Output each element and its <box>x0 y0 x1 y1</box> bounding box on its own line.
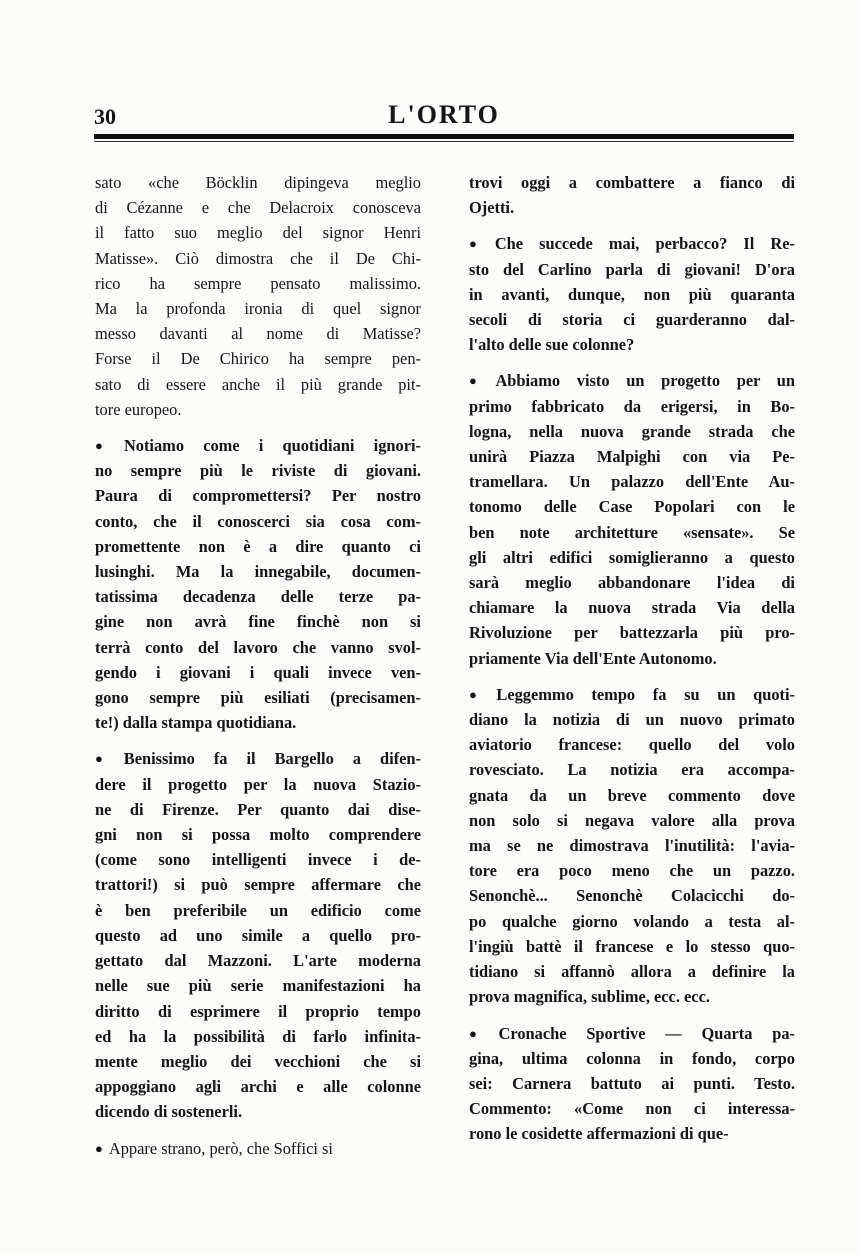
paragraph <box>469 368 795 670</box>
text-line: aviatorio francese: quello del volo <box>469 735 795 755</box>
text-line: sato di essere anche il più grande pit- <box>95 374 421 394</box>
text-line: unirà Piazza Malpighi con via Pe- <box>469 447 795 467</box>
paragraph <box>469 231 795 357</box>
text-line: po qualche giorno volando a testa al- <box>469 911 795 931</box>
text-line: ne di Firenze. Per quanto dai dise- <box>95 799 421 819</box>
text-line: è ben preferibile un edificio come <box>95 900 421 920</box>
bullet-icon: ● <box>95 438 118 454</box>
text-line: sei: Carnera battuto ai punti. Testo. <box>469 1073 795 1093</box>
text-line: l'alto delle sue colonne? <box>469 335 635 355</box>
text-line: di Cézanne e che Delacroix conosceva <box>95 198 421 218</box>
text-line: ● Abbiamo visto un progetto per un <box>469 371 795 391</box>
paragraph <box>469 682 795 1010</box>
text-line: nelle sue più serie manifestazioni ha <box>95 976 421 996</box>
paragraph <box>95 1136 421 1161</box>
text-line: lusinghi. Ma la innegabile, documen- <box>95 562 421 582</box>
text-line: ed ha la possibilità di farlo infinita- <box>95 1026 421 1046</box>
text-line: non solo si negava valore alla prova <box>469 810 795 830</box>
text-line: ● Che succede mai, perbacco? Il Re- <box>469 234 795 254</box>
text-line: gli altri edifici somiglieranno a questo <box>469 547 795 567</box>
text-line: ma se ne dimostrava l'inutilità: l'avia- <box>469 836 795 856</box>
page-number: 30 <box>94 104 116 129</box>
text-line: gine non avrà fine finchè non si <box>95 612 421 632</box>
text-line: secoli di storia ci guarderanno dal- <box>469 310 795 330</box>
text-line: l'ingiù battè il francese e lo stesso quo- <box>469 936 795 956</box>
text-line: te!) dalla stampa quotidiana. <box>95 713 297 733</box>
paragraph <box>469 1021 795 1147</box>
text-line: Matisse». Ciò dimostra che il De Chi- <box>95 248 421 268</box>
text-line: trovi oggi a combattere a fianco di <box>469 173 795 192</box>
text-line: sarà meglio abbandonare l'idea di <box>469 573 795 593</box>
text-line: tramellara. Un palazzo dell'Ente Au- <box>469 472 795 492</box>
text-line: tidiano si affannò allora a definire la <box>469 962 795 982</box>
text-line: gina, ultima colonna in fondo, corpo <box>469 1048 795 1068</box>
text-line: ● Appare strano, però, che Soffici si <box>95 1138 333 1158</box>
journal-title: L'ORTO <box>388 100 500 129</box>
right-column <box>469 170 795 1158</box>
text-line: diritto di esprimere il proprio tempo <box>95 1001 421 1021</box>
text-line: ● Leggemmo tempo fa su un quoti- <box>469 684 795 704</box>
text-line: gendo i giovani i quali invece ven- <box>95 662 421 682</box>
text-line: no sempre più le riviste di giovani. <box>95 461 421 481</box>
text-line: ● Cronache Sportive — Quarta pa- <box>469 1023 795 1043</box>
text-line: primo fabbricato da erigersi, in Bo- <box>469 396 795 416</box>
text-line: Senonchè... Senonchè Colacicchi do- <box>469 886 795 906</box>
text-line: appoggiano agli archi e alle colonne <box>95 1077 421 1097</box>
text-line: Rivoluzione per battezzarla più pro- <box>469 623 795 643</box>
text-line: ben note architetture «sensate». Se <box>469 522 795 542</box>
paragraph <box>469 170 795 220</box>
text-line: gettato dal Mazzoni. L'arte moderna <box>95 951 421 971</box>
text-line: Paura di compromettersi? Per nostro <box>95 486 421 506</box>
paragraph <box>95 433 421 735</box>
text-line: dere il progetto per la nuova Stazio- <box>95 774 421 794</box>
text-line: questo ad uno simile a quello pro- <box>95 925 421 945</box>
bullet-icon: ● <box>469 236 489 252</box>
text-line: prova magnifica, sublime, ecc. ecc. <box>469 987 710 1007</box>
text-line: Ma la profonda ironia di quel signor <box>95 299 421 319</box>
text-line: il fatto suo meglio del signor Henri <box>95 223 421 243</box>
text-line: Forse il De Chirico ha sempre pen- <box>95 349 421 369</box>
text-line: rono le cosidette affermazioni di que- <box>469 1124 729 1144</box>
text-line: diano la notizia di un nuovo primato <box>469 710 795 730</box>
text-line: gnata da un breve commento dove <box>469 785 795 805</box>
paragraph <box>95 170 421 422</box>
text-line: (come sono intelligenti invece i de- <box>95 850 421 870</box>
text-line: dicendo di sostenerli. <box>95 1102 243 1122</box>
bullet-icon: ● <box>469 686 491 702</box>
text-line: in avanti, dunque, non più quaranta <box>469 284 795 304</box>
text-line: gni non si possa molto comprendere <box>95 825 421 845</box>
text-line: tore europeo. <box>95 399 182 419</box>
text-line: trattori!) si può sempre affermare che <box>95 875 421 895</box>
text-line: gono sempre più esiliati (precisamen- <box>95 688 421 708</box>
left-column <box>95 170 421 1172</box>
header-rule <box>94 134 794 139</box>
text-line: terrà conto del lavoro che vanno svol- <box>95 637 421 657</box>
text-line: messo davanti al nome di Matisse? <box>95 324 421 344</box>
header-rule-thin <box>94 141 794 142</box>
text-line: tore era poco meno che un pazzo. <box>469 861 795 881</box>
text-line: tonomo delle Case Popolari con le <box>469 497 795 517</box>
bullet-icon: ● <box>95 751 118 767</box>
bullet-icon: ● <box>469 1025 493 1041</box>
bullet-icon: ● <box>95 1140 103 1156</box>
page-header <box>94 100 794 134</box>
text-line: chiamare la nuova strada Via della <box>469 598 795 618</box>
paragraph <box>95 746 421 1124</box>
text-line: promettente non è a dire quanto ci <box>95 536 421 556</box>
text-line: rovesciato. La notizia era accompa- <box>469 760 795 780</box>
text-line: Commento: «Come non ci interessa- <box>469 1099 795 1119</box>
text-line: sto del Carlino parla di giovani! D'ora <box>469 259 795 279</box>
text-line: tatissima decadenza delle terze pa- <box>95 587 421 607</box>
text-line: mente meglio dei vecchioni che si <box>95 1051 421 1071</box>
text-line: Ojetti. <box>469 198 515 218</box>
text-line: ● Notiamo come i quotidiani ignori- <box>95 436 421 456</box>
text-line: priamente Via dell'Ente Autonomo. <box>469 648 717 668</box>
text-line: conto, che il conoscerci sia cosa com- <box>95 511 421 531</box>
text-line: ● Benissimo fa il Bargello a difen- <box>95 749 421 769</box>
text-line: rico ha sempre pensato malissimo. <box>95 273 421 293</box>
bullet-icon: ● <box>469 373 490 389</box>
text-line: logna, nella nuova grande strada che <box>469 421 795 441</box>
text-line: sato «che Böcklin dipingeva meglio <box>95 173 421 192</box>
